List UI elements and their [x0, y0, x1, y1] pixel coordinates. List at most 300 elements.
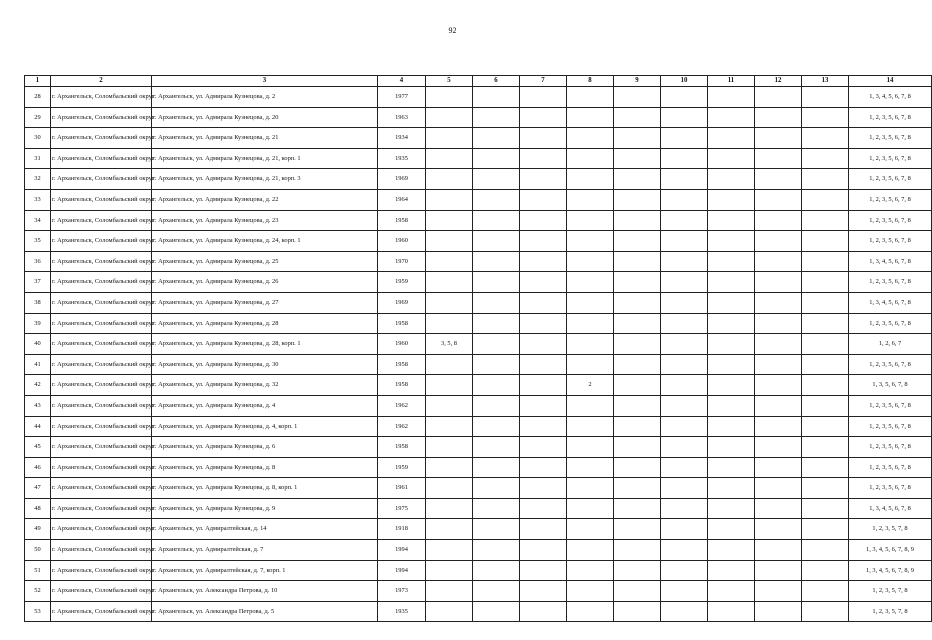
column-6-cell	[473, 313, 520, 334]
column-9-cell	[614, 107, 661, 128]
year-cell: 1994	[378, 540, 426, 561]
column-13-cell	[802, 128, 849, 149]
column-6-cell	[473, 457, 520, 478]
column-9-cell	[614, 128, 661, 149]
table-row	[25, 395, 932, 416]
column-11-cell	[708, 354, 755, 375]
column-12-cell	[755, 334, 802, 355]
column-12-cell	[755, 210, 802, 231]
column-12-cell	[755, 169, 802, 190]
column-6-cell	[473, 540, 520, 561]
column-12-cell	[755, 560, 802, 581]
table-row	[25, 189, 932, 210]
column-13-cell	[802, 210, 849, 231]
column-6-cell	[473, 272, 520, 293]
column-6-cell	[473, 498, 520, 519]
column-8-cell	[567, 231, 614, 252]
address-cell: г. Архангельск, ул. Адмирала Кузнецова, д. 22	[152, 189, 378, 210]
column-9-cell	[614, 189, 661, 210]
column-7-cell	[520, 272, 567, 293]
column-13-cell	[802, 272, 849, 293]
district-cell: г. Архангельск, Соломбальский округ	[51, 251, 152, 272]
column-11-cell	[708, 169, 755, 190]
table-row	[25, 354, 932, 375]
column-11-cell	[708, 416, 755, 437]
column-8-cell	[567, 107, 614, 128]
address-cell: г. Архангельск, ул. Александра Петрова, д. 5	[152, 601, 378, 622]
row-number-cell: 32	[25, 169, 51, 190]
district-cell: г. Архангельск, Соломбальский округ	[51, 416, 152, 437]
column-14-cell: 1, 2, 3, 5, 7, 8	[849, 601, 932, 622]
table-row	[25, 457, 932, 478]
address-cell: г. Архангельск, ул. Адмирала Кузнецова, д. 21, корп. 1	[152, 148, 378, 169]
column-12-cell	[755, 272, 802, 293]
column-13-cell	[802, 292, 849, 313]
column-8-cell	[567, 292, 614, 313]
column-10-cell	[661, 87, 708, 108]
column-13-cell	[802, 498, 849, 519]
column-10-cell	[661, 334, 708, 355]
column-13-cell	[802, 231, 849, 252]
district-cell: г. Архангельск, Соломбальский округ	[51, 601, 152, 622]
column-6-cell	[473, 292, 520, 313]
row-number-cell: 35	[25, 231, 51, 252]
column-header: 4	[378, 76, 426, 87]
column-7-cell	[520, 375, 567, 396]
column-8-cell	[567, 395, 614, 416]
column-7-cell	[520, 251, 567, 272]
column-12-cell	[755, 107, 802, 128]
column-5-cell	[426, 375, 473, 396]
row-number-cell: 38	[25, 292, 51, 313]
district-cell: г. Архангельск, Соломбальский округ	[51, 478, 152, 499]
column-10-cell	[661, 581, 708, 602]
column-10-cell	[661, 148, 708, 169]
column-10-cell	[661, 128, 708, 149]
year-cell: 1934	[378, 128, 426, 149]
column-6-cell	[473, 354, 520, 375]
column-14-cell: 1, 2, 3, 5, 6, 7, 8	[849, 210, 932, 231]
table-row	[25, 148, 932, 169]
address-cell: г. Архангельск, ул. Адмирала Кузнецова, д. 21	[152, 128, 378, 149]
column-10-cell	[661, 292, 708, 313]
column-10-cell	[661, 169, 708, 190]
column-14-cell: 1, 3, 5, 6, 7, 8	[849, 375, 932, 396]
table-row	[25, 210, 932, 231]
column-header: 8	[567, 76, 614, 87]
column-9-cell	[614, 292, 661, 313]
column-5-cell	[426, 292, 473, 313]
column-13-cell	[802, 354, 849, 375]
column-8-cell: 2	[567, 375, 614, 396]
address-cell: г. Архангельск, ул. Адмирала Кузнецова, д. 26	[152, 272, 378, 293]
year-cell: 1935	[378, 148, 426, 169]
district-cell: г. Архангельск, Соломбальский округ	[51, 437, 152, 458]
column-12-cell	[755, 437, 802, 458]
column-5-cell	[426, 395, 473, 416]
district-cell: г. Архангельск, Соломбальский округ	[51, 375, 152, 396]
column-11-cell	[708, 210, 755, 231]
column-header: 3	[152, 76, 378, 87]
column-5-cell	[426, 540, 473, 561]
address-cell: г. Архангельск, ул. Адмирала Кузнецова, д. 6	[152, 437, 378, 458]
column-7-cell	[520, 581, 567, 602]
table-row	[25, 251, 932, 272]
column-5-cell	[426, 169, 473, 190]
column-12-cell	[755, 478, 802, 499]
table-body	[25, 87, 932, 622]
address-cell: г. Архангельск, ул. Адмирала Кузнецова, д. 25	[152, 251, 378, 272]
column-14-cell: 1, 2, 3, 5, 7, 8	[849, 519, 932, 540]
column-10-cell	[661, 272, 708, 293]
column-6-cell	[473, 375, 520, 396]
column-5-cell	[426, 148, 473, 169]
year-cell: 1962	[378, 395, 426, 416]
column-header: 5	[426, 76, 473, 87]
column-10-cell	[661, 375, 708, 396]
column-13-cell	[802, 107, 849, 128]
column-11-cell	[708, 107, 755, 128]
column-8-cell	[567, 251, 614, 272]
column-5-cell	[426, 210, 473, 231]
column-11-cell	[708, 457, 755, 478]
column-12-cell	[755, 292, 802, 313]
column-11-cell	[708, 478, 755, 499]
column-8-cell	[567, 169, 614, 190]
column-13-cell	[802, 334, 849, 355]
column-9-cell	[614, 498, 661, 519]
column-13-cell	[802, 457, 849, 478]
column-7-cell	[520, 292, 567, 313]
column-10-cell	[661, 560, 708, 581]
column-8-cell	[567, 313, 614, 334]
column-8-cell	[567, 540, 614, 561]
column-7-cell	[520, 210, 567, 231]
year-cell: 1969	[378, 169, 426, 190]
column-11-cell	[708, 498, 755, 519]
address-cell: г. Архангельск, ул. Адмирала Кузнецова, д. 8	[152, 457, 378, 478]
column-13-cell	[802, 189, 849, 210]
column-14-cell: 1, 2, 3, 5, 6, 7, 8	[849, 457, 932, 478]
column-9-cell	[614, 519, 661, 540]
column-12-cell	[755, 601, 802, 622]
column-8-cell	[567, 457, 614, 478]
table-row	[25, 334, 932, 355]
district-cell: г. Архангельск, Соломбальский округ	[51, 189, 152, 210]
column-11-cell	[708, 292, 755, 313]
table-row	[25, 540, 932, 561]
column-10-cell	[661, 416, 708, 437]
district-cell: г. Архангельск, Соломбальский округ	[51, 272, 152, 293]
column-7-cell	[520, 457, 567, 478]
year-cell: 1975	[378, 498, 426, 519]
column-6-cell	[473, 210, 520, 231]
table-row	[25, 560, 932, 581]
column-9-cell	[614, 334, 661, 355]
district-cell: г. Архангельск, Соломбальский округ	[51, 457, 152, 478]
column-10-cell	[661, 210, 708, 231]
column-8-cell	[567, 478, 614, 499]
column-7-cell	[520, 231, 567, 252]
column-8-cell	[567, 272, 614, 293]
column-14-cell: 1, 2, 6, 7	[849, 334, 932, 355]
column-14-cell: 1, 2, 3, 5, 6, 7, 8	[849, 169, 932, 190]
year-cell: 1958	[378, 210, 426, 231]
column-10-cell	[661, 251, 708, 272]
address-cell: г. Архангельск, ул. Адмирала Кузнецова, д. 28	[152, 313, 378, 334]
year-cell: 1918	[378, 519, 426, 540]
column-9-cell	[614, 416, 661, 437]
row-number-cell: 30	[25, 128, 51, 149]
district-cell: г. Архангельск, Соломбальский округ	[51, 560, 152, 581]
column-5-cell	[426, 457, 473, 478]
housing-register-table	[24, 75, 932, 622]
row-number-cell: 39	[25, 313, 51, 334]
column-6-cell	[473, 395, 520, 416]
column-5-cell	[426, 272, 473, 293]
row-number-cell: 53	[25, 601, 51, 622]
column-12-cell	[755, 354, 802, 375]
district-cell: г. Архангельск, Соломбальский округ	[51, 395, 152, 416]
row-number-cell: 40	[25, 334, 51, 355]
column-6-cell	[473, 87, 520, 108]
column-7-cell	[520, 498, 567, 519]
column-13-cell	[802, 251, 849, 272]
row-number-cell: 44	[25, 416, 51, 437]
column-14-cell: 1, 2, 3, 5, 7, 8	[849, 581, 932, 602]
column-14-cell: 1, 3, 4, 5, 6, 7, 8	[849, 292, 932, 313]
column-14-cell: 1, 2, 3, 5, 6, 7, 8	[849, 395, 932, 416]
address-cell: г. Архангельск, ул. Адмирала Кузнецова, д. 20	[152, 107, 378, 128]
column-7-cell	[520, 416, 567, 437]
year-cell: 1958	[378, 313, 426, 334]
column-9-cell	[614, 560, 661, 581]
row-number-cell: 52	[25, 581, 51, 602]
column-5-cell	[426, 581, 473, 602]
column-8-cell	[567, 560, 614, 581]
column-9-cell	[614, 375, 661, 396]
row-number-cell: 41	[25, 354, 51, 375]
column-6-cell	[473, 416, 520, 437]
district-cell: г. Архангельск, Соломбальский округ	[51, 128, 152, 149]
column-5-cell	[426, 601, 473, 622]
row-number-cell: 47	[25, 478, 51, 499]
address-cell: г. Архангельск, ул. Адмирала Кузнецова, д. 28, корп. 1	[152, 334, 378, 355]
column-13-cell	[802, 601, 849, 622]
column-header: 9	[614, 76, 661, 87]
column-7-cell	[520, 560, 567, 581]
column-6-cell	[473, 519, 520, 540]
column-11-cell	[708, 231, 755, 252]
column-5-cell	[426, 519, 473, 540]
column-11-cell	[708, 128, 755, 149]
column-10-cell	[661, 313, 708, 334]
district-cell: г. Архангельск, Соломбальский округ	[51, 231, 152, 252]
column-13-cell	[802, 437, 849, 458]
column-6-cell	[473, 107, 520, 128]
column-11-cell	[708, 395, 755, 416]
column-8-cell	[567, 437, 614, 458]
year-cell: 1960	[378, 334, 426, 355]
column-14-cell: 1, 3, 4, 5, 6, 7, 8, 9	[849, 560, 932, 581]
column-6-cell	[473, 601, 520, 622]
row-number-cell: 42	[25, 375, 51, 396]
column-5-cell: 3, 5, 8	[426, 334, 473, 355]
year-cell: 1959	[378, 272, 426, 293]
address-cell: г. Архангельск, ул. Адмирала Кузнецова, д. 4	[152, 395, 378, 416]
column-8-cell	[567, 354, 614, 375]
column-7-cell	[520, 478, 567, 499]
column-11-cell	[708, 601, 755, 622]
column-11-cell	[708, 87, 755, 108]
column-13-cell	[802, 375, 849, 396]
year-cell: 1961	[378, 478, 426, 499]
address-cell: г. Архангельск, ул. Адмиралтейская, д. 7	[152, 540, 378, 561]
column-6-cell	[473, 581, 520, 602]
column-9-cell	[614, 148, 661, 169]
column-6-cell	[473, 334, 520, 355]
column-11-cell	[708, 519, 755, 540]
page-number: 92	[448, 26, 457, 35]
column-6-cell	[473, 437, 520, 458]
column-11-cell	[708, 560, 755, 581]
column-10-cell	[661, 437, 708, 458]
column-7-cell	[520, 128, 567, 149]
column-10-cell	[661, 231, 708, 252]
column-10-cell	[661, 519, 708, 540]
column-9-cell	[614, 251, 661, 272]
table-row	[25, 581, 932, 602]
district-cell: г. Архангельск, Соломбальский округ	[51, 540, 152, 561]
column-13-cell	[802, 540, 849, 561]
column-7-cell	[520, 519, 567, 540]
table-row	[25, 231, 932, 252]
column-6-cell	[473, 478, 520, 499]
column-8-cell	[567, 416, 614, 437]
column-14-cell: 1, 2, 3, 5, 6, 7, 8	[849, 354, 932, 375]
column-9-cell	[614, 540, 661, 561]
table-row	[25, 169, 932, 190]
column-header: 7	[520, 76, 567, 87]
column-5-cell	[426, 416, 473, 437]
address-cell: г. Архангельск, ул. Адмирала Кузнецова, д. 24, корп. 1	[152, 231, 378, 252]
row-number-cell: 28	[25, 87, 51, 108]
column-11-cell	[708, 540, 755, 561]
column-10-cell	[661, 540, 708, 561]
column-7-cell	[520, 169, 567, 190]
district-cell: г. Архангельск, Соломбальский округ	[51, 581, 152, 602]
column-9-cell	[614, 87, 661, 108]
column-12-cell	[755, 148, 802, 169]
column-8-cell	[567, 334, 614, 355]
year-cell: 1973	[378, 581, 426, 602]
year-cell: 1970	[378, 251, 426, 272]
column-12-cell	[755, 416, 802, 437]
column-7-cell	[520, 601, 567, 622]
district-cell: г. Архангельск, Соломбальский округ	[51, 498, 152, 519]
year-cell: 1959	[378, 457, 426, 478]
column-14-cell: 1, 2, 3, 5, 6, 7, 8	[849, 107, 932, 128]
column-5-cell	[426, 313, 473, 334]
column-8-cell	[567, 210, 614, 231]
column-7-cell	[520, 334, 567, 355]
table-row	[25, 601, 932, 622]
row-number-cell: 50	[25, 540, 51, 561]
year-cell: 1994	[378, 560, 426, 581]
column-11-cell	[708, 189, 755, 210]
column-5-cell	[426, 354, 473, 375]
column-6-cell	[473, 560, 520, 581]
column-11-cell	[708, 272, 755, 293]
column-9-cell	[614, 601, 661, 622]
table-row	[25, 107, 932, 128]
column-6-cell	[473, 169, 520, 190]
column-14-cell: 1, 2, 3, 5, 6, 7, 8	[849, 231, 932, 252]
column-14-cell: 1, 3, 4, 5, 6, 7, 8	[849, 498, 932, 519]
column-12-cell	[755, 498, 802, 519]
year-cell: 1935	[378, 601, 426, 622]
row-number-cell: 36	[25, 251, 51, 272]
column-9-cell	[614, 581, 661, 602]
column-5-cell	[426, 87, 473, 108]
column-header: 10	[661, 76, 708, 87]
table-row	[25, 437, 932, 458]
column-10-cell	[661, 395, 708, 416]
column-12-cell	[755, 128, 802, 149]
column-9-cell	[614, 354, 661, 375]
table-row	[25, 498, 932, 519]
year-cell: 1958	[378, 375, 426, 396]
column-8-cell	[567, 601, 614, 622]
district-cell: г. Архангельск, Соломбальский округ	[51, 169, 152, 190]
table-row	[25, 478, 932, 499]
column-7-cell	[520, 395, 567, 416]
column-6-cell	[473, 189, 520, 210]
column-8-cell	[567, 148, 614, 169]
column-9-cell	[614, 231, 661, 252]
column-12-cell	[755, 251, 802, 272]
column-10-cell	[661, 457, 708, 478]
district-cell: г. Архангельск, Соломбальский округ	[51, 87, 152, 108]
column-14-cell: 1, 2, 3, 5, 6, 7, 8	[849, 148, 932, 169]
column-12-cell	[755, 581, 802, 602]
column-14-cell: 1, 2, 3, 5, 6, 7, 8	[849, 189, 932, 210]
column-5-cell	[426, 251, 473, 272]
column-9-cell	[614, 169, 661, 190]
address-cell: г. Архангельск, ул. Адмирала Кузнецова, д. 21, корп. 3	[152, 169, 378, 190]
column-7-cell	[520, 189, 567, 210]
column-13-cell	[802, 519, 849, 540]
row-number-cell: 33	[25, 189, 51, 210]
district-cell: г. Архангельск, Соломбальский округ	[51, 519, 152, 540]
address-cell: г. Архангельск, ул. Адмиралтейская, д. 7, корп. 1	[152, 560, 378, 581]
table-row	[25, 313, 932, 334]
column-10-cell	[661, 498, 708, 519]
column-9-cell	[614, 457, 661, 478]
row-number-cell: 48	[25, 498, 51, 519]
column-12-cell	[755, 313, 802, 334]
column-13-cell	[802, 313, 849, 334]
column-7-cell	[520, 87, 567, 108]
table-row	[25, 292, 932, 313]
address-cell: г. Архангельск, ул. Адмирала Кузнецова, д. 23	[152, 210, 378, 231]
column-11-cell	[708, 251, 755, 272]
column-14-cell: 1, 2, 3, 5, 6, 7, 8	[849, 272, 932, 293]
column-header: 6	[473, 76, 520, 87]
address-cell: г. Архангельск, ул. Адмирала Кузнецова, д. 9	[152, 498, 378, 519]
district-cell: г. Архангельск, Соломбальский округ	[51, 292, 152, 313]
column-13-cell	[802, 560, 849, 581]
